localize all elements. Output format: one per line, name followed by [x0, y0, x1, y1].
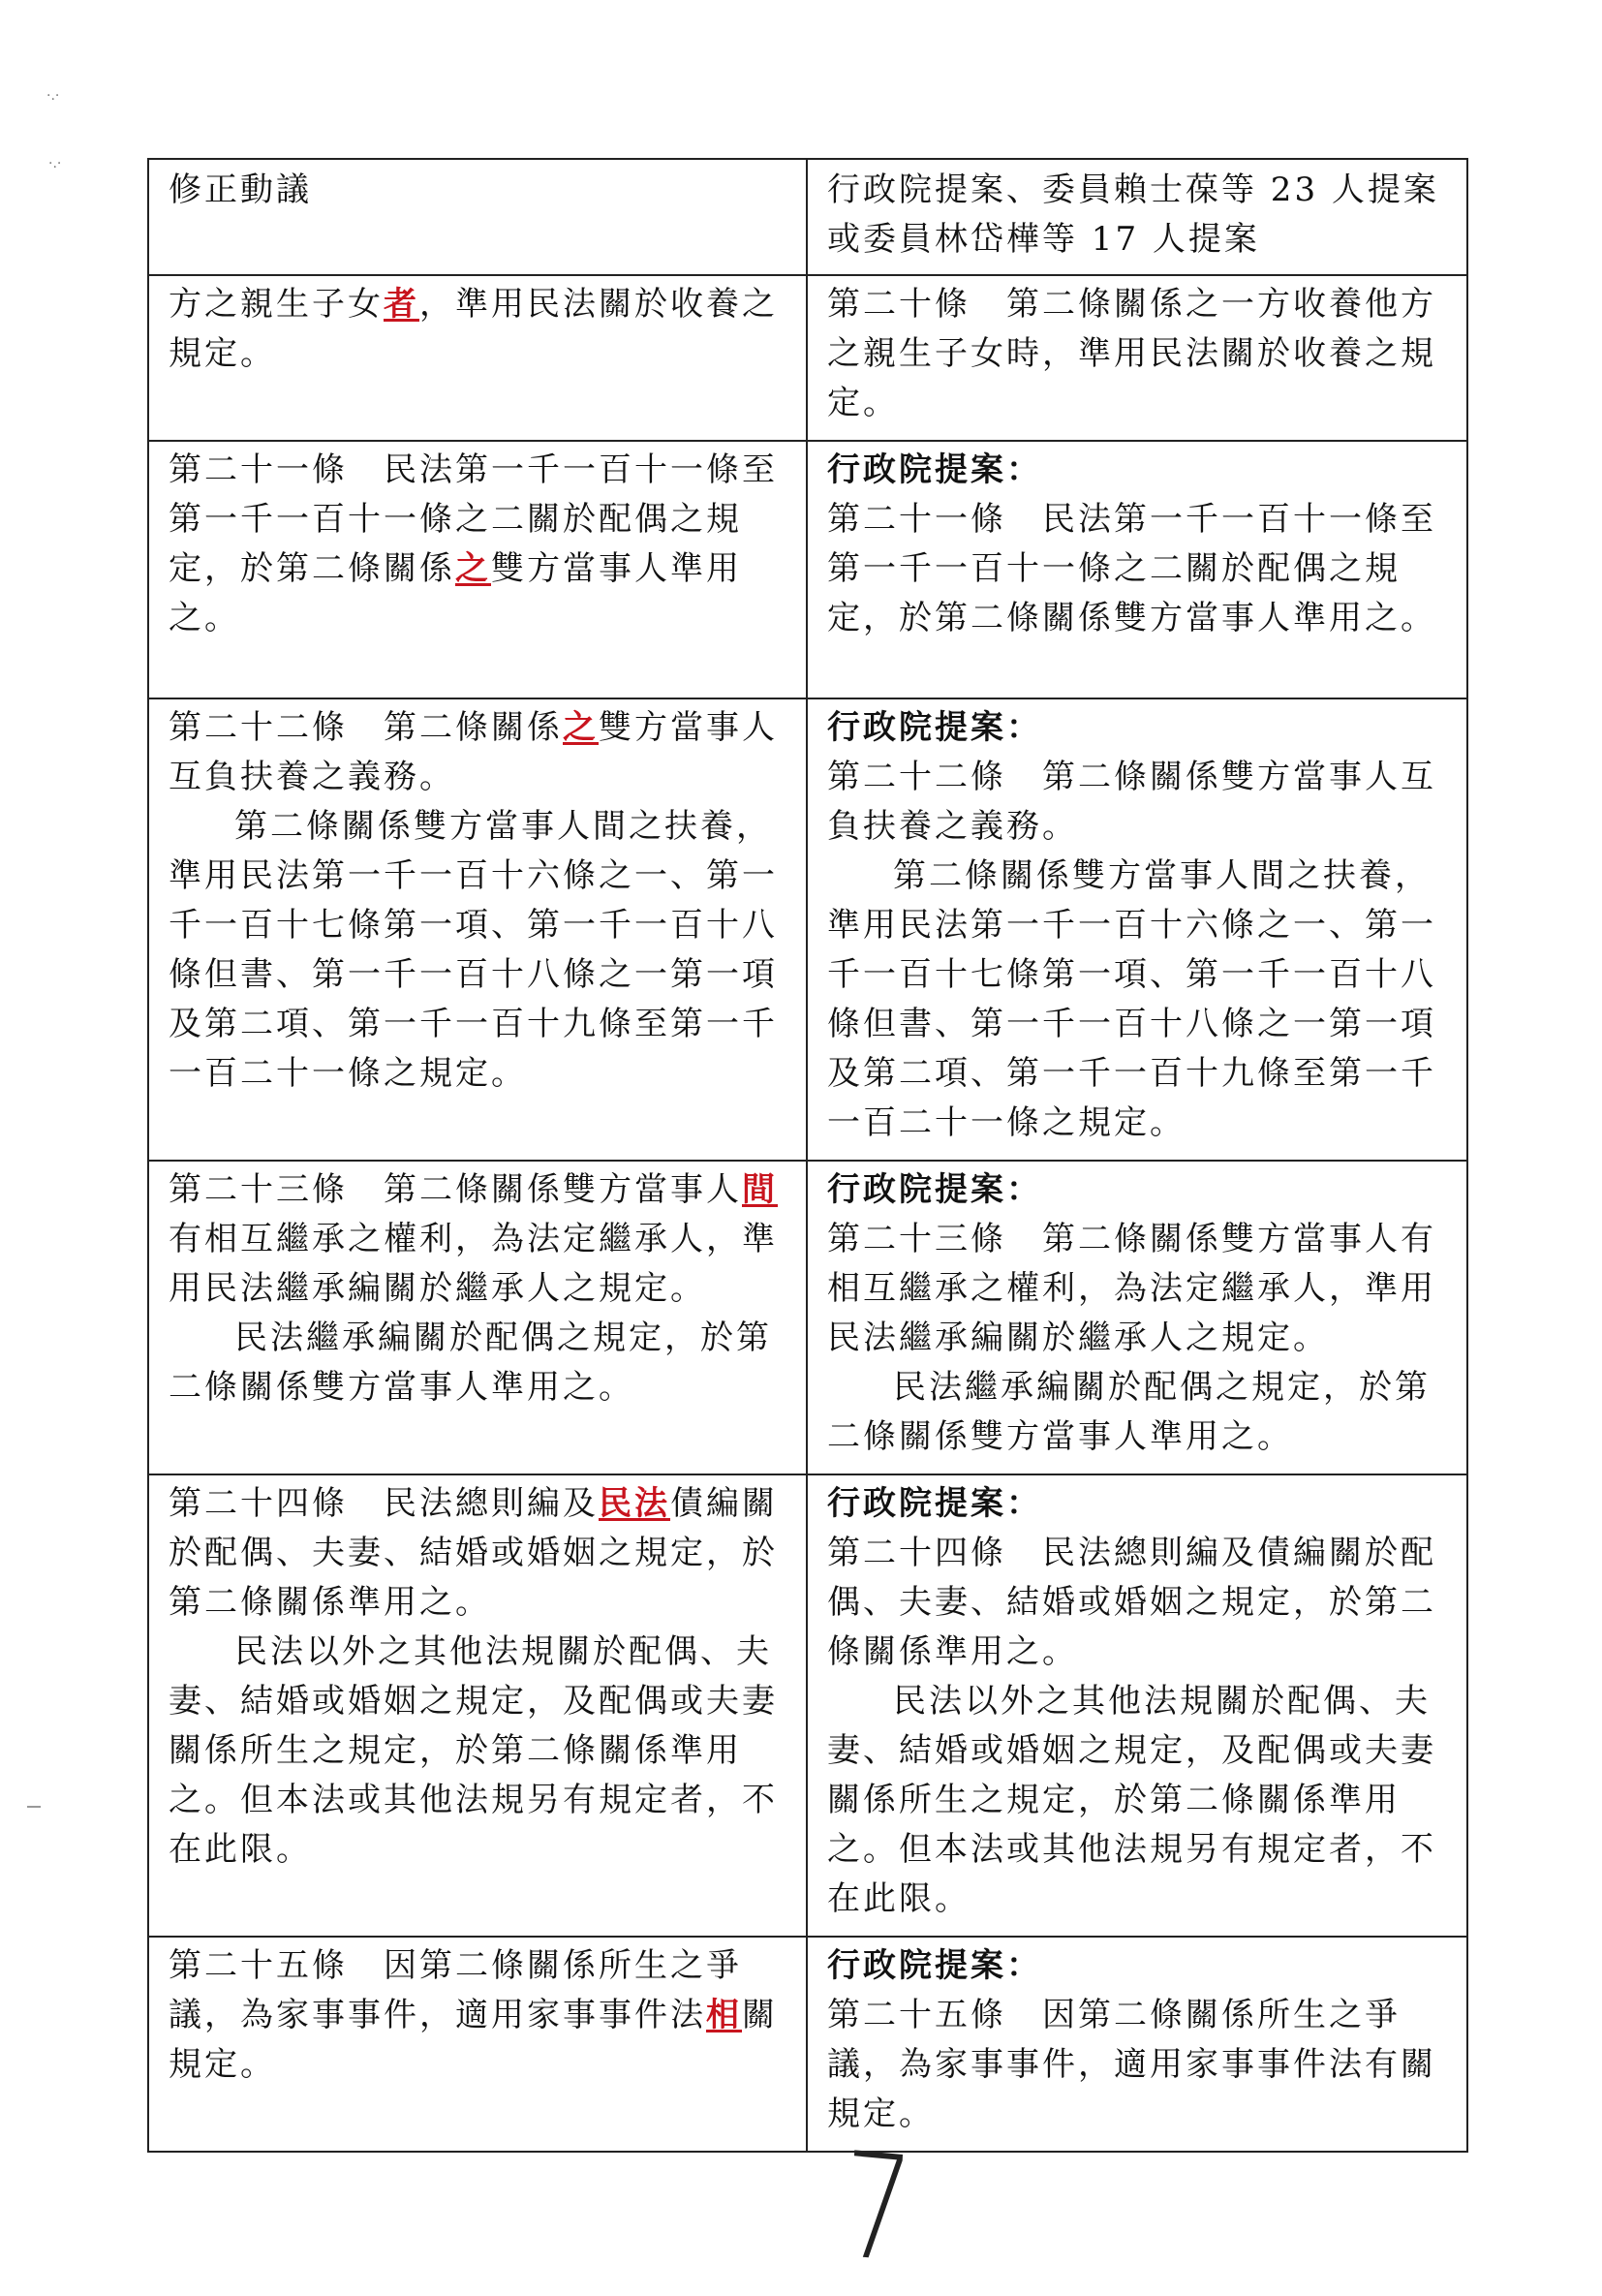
article-paragraph-2: 民法以外之其他法規關於配偶、夫妻、結婚或婚姻之規定，及配偶或夫妻關係所生之規定，於第二條關係準用之。但本法或其他法規另有規定者，不在此限。 — [169, 1632, 778, 1869]
header-proposals-line2: 或委員林岱樺等 17 人提案 — [827, 220, 1260, 259]
table-row-article-25 — [148, 1937, 1467, 2152]
table-header-row — [148, 159, 1467, 275]
proposal-cell — [807, 1161, 1467, 1474]
header-amendment-label: 修正動議 — [169, 171, 312, 209]
amendment-cell — [148, 1161, 807, 1474]
article-paragraph-2: 第二條關係雙方當事人間之扶養，準用民法第一千一百十六條之一、第一千一百十七條第一項、第一千一百十八條但書、第一千一百十八條之一第一項及第二項、第一千一百十九條至第一千一百二十一條之規定。 — [169, 807, 778, 1093]
amendment-cell — [148, 698, 807, 1161]
header-left-cell — [148, 159, 807, 275]
amendment-cell — [148, 1474, 807, 1937]
proposal-label: 行政院提案： — [827, 1170, 1042, 1209]
article-text: 第二十二條 第二條關係之雙方當事人互負扶養之義務。 — [169, 708, 778, 796]
article-text: 方之親生子女者，準用民法關於收養之規定。 — [169, 285, 778, 373]
article-text: 第二十一條 民法第一千一百十一條至第一千一百十一條之二關於配偶之規定，於第二條關係雙方當事人準用之。 — [827, 500, 1436, 637]
table-row-article-24 — [148, 1474, 1467, 1937]
proposal-cell — [807, 1474, 1467, 1937]
header-proposals-line1: 行政院提案、委員賴士葆等 23 人提案 — [827, 171, 1439, 209]
article-text: 第二十四條 民法總則編及民法債編關於配偶、夫妻、結婚或婚姻之規定，於第二條關係準用之。 — [169, 1484, 778, 1622]
article-paragraph-2: 第二條關係雙方當事人間之扶養，準用民法第一千一百十六條之一、第一千一百十七條第一項、第一千一百十八條但書、第一千一百十八條之一第一項及第二項、第一千一百十九條至第一千一百二十一條之規定。 — [827, 856, 1436, 1142]
article-paragraph-2: 民法繼承編關於配偶之規定，於第二條關係雙方當事人準用之。 — [827, 1368, 1431, 1456]
revision-mark: 之 — [455, 549, 491, 588]
article-text: 第二十一條 民法第一千一百十一條至第一千一百十一條之二關於配偶之規定，於第二條關係之雙方當事人準用之。 — [169, 450, 778, 637]
proposal-cell — [807, 698, 1467, 1161]
article-text: 第二十五條 因第二條關係所生之爭議，為家事事件，適用家事事件法有關規定。 — [827, 1996, 1436, 2133]
scan-mark — [27, 1806, 41, 1808]
article-paragraph-2: 民法以外之其他法規關於配偶、夫妻、結婚或婚姻之規定，及配偶或夫妻關係所生之規定，於第二條關係準用之。但本法或其他法規另有規定者，不在此限。 — [827, 1682, 1436, 1918]
article-text: 第二十三條 第二條關係雙方當事人間有相互繼承之權利，為法定繼承人，準用民法繼承編關於繼承人之規定。 — [169, 1170, 778, 1308]
header-right-cell — [807, 159, 1467, 275]
scan-speck: ·.· — [46, 88, 60, 104]
proposal-cell — [807, 275, 1467, 441]
proposal-label: 行政院提案： — [827, 1484, 1042, 1523]
comparison-table — [147, 158, 1468, 2153]
revision-mark: 者 — [384, 285, 419, 324]
proposal-label: 行政院提案： — [827, 1946, 1042, 1985]
proposal-label: 行政院提案： — [827, 450, 1042, 489]
article-paragraph-2: 民法繼承編關於配偶之規定，於第二條關係雙方當事人準用之。 — [169, 1319, 772, 1407]
article-text: 第二十四條 民法總則編及債編關於配偶、夫妻、結婚或婚姻之規定，於第二條關係準用之。 — [827, 1534, 1436, 1671]
amendment-cell — [148, 275, 807, 441]
proposal-label: 行政院提案： — [827, 708, 1042, 747]
proposal-cell — [807, 441, 1467, 698]
revision-mark: 之 — [563, 708, 599, 747]
revision-mark: 相 — [706, 1996, 742, 2034]
revision-mark: 間 — [742, 1170, 778, 1209]
scan-speck: ·.· — [48, 156, 62, 171]
revision-mark: 民法 — [599, 1484, 670, 1523]
table-row-article-23 — [148, 1161, 1467, 1474]
amendment-cell — [148, 1937, 807, 2152]
article-text: 第二十條 第二條關係之一方收養他方之親生子女時，準用民法關於收養之規定。 — [827, 285, 1436, 422]
article-text: 第二十五條 因第二條關係所生之爭議，為家事事件，適用家事事件法相關規定。 — [169, 1946, 778, 2084]
page-number: 7 — [838, 2121, 916, 2296]
table-row-article-22 — [148, 698, 1467, 1161]
article-text: 第二十二條 第二條關係雙方當事人互負扶養之義務。 — [827, 758, 1436, 846]
article-text: 第二十三條 第二條關係雙方當事人有相互繼承之權利，為法定繼承人，準用民法繼承編關於繼承人之規定。 — [827, 1220, 1436, 1357]
table-row-article-20 — [148, 275, 1467, 441]
proposal-cell — [807, 1937, 1467, 2152]
amendment-cell — [148, 441, 807, 698]
table-row-article-21 — [148, 441, 1467, 698]
